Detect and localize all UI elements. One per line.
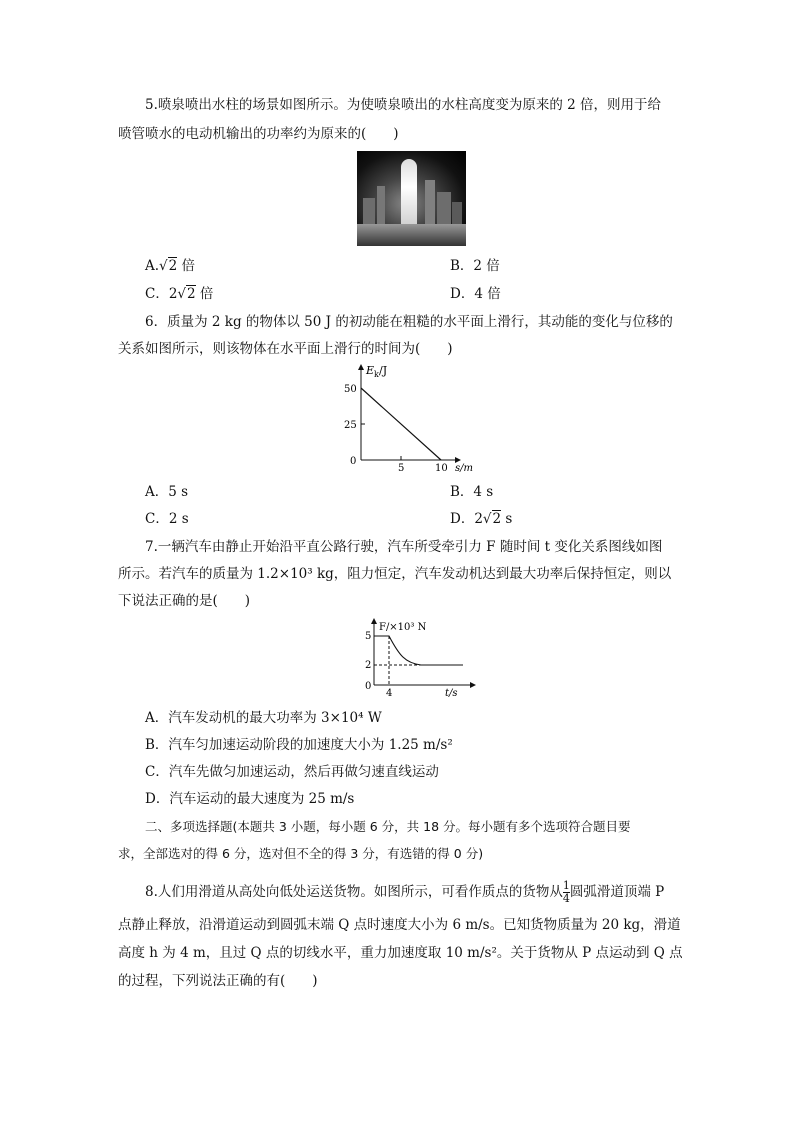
q5-stem-line2: 喷管喷水的电动机输出的功率约为原来的( ) [118,126,399,142]
q5-option-b[interactable]: B．2 倍 [450,258,500,274]
fountain-photo [357,151,466,246]
option-d-prefix: D．2 [450,511,483,527]
section-2-heading-line1: 二、多项选择题(本题共 3 小题，每小题 6 分，共 18 分。每小题有多个选项符合题目要 [145,819,631,834]
y-tick-0: 0 [365,681,372,692]
y-tick-5: 5 [365,631,372,642]
x-tick-10: 10 [435,463,448,474]
q7-stem-line3: 下说法正确的是( ) [118,593,251,609]
q5-option-a[interactable]: A.√2 倍 [145,258,196,274]
q8-stem-line2: 点静止释放，沿滑道运动到圆弧末端 Q 点时速度大小为 6 m/s。已知货物质量为 20 kg，滑道 [118,917,681,933]
q7-option-b[interactable]: B．汽车匀加速运动阶段的加速度大小为 1.25 m/s² [145,737,453,753]
q6-option-d[interactable]: D．2√2 s [450,511,513,527]
q7-option-c[interactable]: C．汽车先做匀加速运动，然后再做匀速直线运动 [145,764,439,780]
force-curve [374,636,463,665]
option-c-radicand: 2 [187,286,196,302]
force-time-graph [355,615,485,701]
q7-option-a[interactable]: A．汽车发动机的最大功率为 3×10⁴ W [145,710,382,726]
y-tick-25: 25 [344,420,357,431]
x-tick-5: 5 [398,463,405,474]
option-c-prefix: C．2 [145,286,178,302]
option-a-prefix: A. [145,258,160,274]
x-label: s/m [455,463,473,474]
q8-line1-part-a: 8.人们用滑道从高处向低处运送货物。如图所示，可看作质点的货物从 [145,884,563,900]
q8-stem-line4: 的过程，下列说法正确的有( ) [118,973,318,989]
q6-option-c[interactable]: C．2 s [145,511,189,527]
option-a-radicand: 2 [168,258,178,274]
q8-stem-line3: 高度 h 为 4 m，且过 Q 点的切线水平，重力加速度取 10 m/s²。关于货物从 P 点运动到 Q 点 [118,945,683,961]
q8-line1-part-b: 圆弧滑道顶端 P [569,884,665,900]
x-label: t/s [445,688,458,699]
fraction-numerator: 1 [562,879,570,892]
q6-stem-line1: 6．质量为 2 kg 的物体以 50 J 的初动能在粗糙的水平面上滑行，其动能的变化与位移的 [145,314,673,330]
y-label-e: E [366,364,375,377]
quarter-fraction [563,880,570,905]
section-2-heading-line2: 求，全部选对的得 6 分，选对但不全的得 3 分，有选错的得 0 分) [118,846,484,861]
q8-stem-line1 [145,880,664,905]
x-tick-4: 4 [386,688,393,699]
q7-option-d[interactable]: D．汽车运动的最大速度为 25 m/s [145,791,355,807]
y-tick-0: 0 [350,456,357,467]
option-c-suffix: 倍 [195,286,214,302]
option-a-suffix: 倍 [177,258,196,274]
q6-stem-line2: 关系如图所示，则该物体在水平面上滑行的时间为( ) [118,341,453,357]
y-tick-50: 50 [344,384,357,395]
q6-option-a[interactable]: A．5 s [145,484,189,500]
q6-option-b[interactable]: B．4 s [450,484,494,500]
option-d-radicand: 2 [492,511,502,527]
q5-option-d[interactable]: D．4 倍 [450,286,501,302]
q7-stem-line2: 所示。若汽车的质量为 1.2×10³ kg，阻力恒定，汽车发动机达到最大功率后保持恒定，则以 [118,566,672,582]
fraction-denominator: 4 [562,892,570,905]
y-label-unit: /J [379,364,388,377]
ek-line [361,388,441,460]
q5-stem-line1: 5.喷泉喷出水柱的场景如图所示。为使喷泉喷出的水柱高度变为原来的 2 倍，则用于给 [145,97,662,113]
y-label: F/×10³ N [379,622,427,633]
y-tick-2: 2 [365,660,372,671]
q5-option-c[interactable]: C．2√2 倍 [145,286,214,302]
option-d-suffix: s [501,511,513,527]
q7-stem-line1: 7.一辆汽车由静止开始沿平直公路行驶，汽车所受牵引力 F 随时间 t 变化关系图线如图 [145,539,663,555]
ek-displacement-graph [330,360,480,475]
y-label-sub: k [374,370,379,379]
